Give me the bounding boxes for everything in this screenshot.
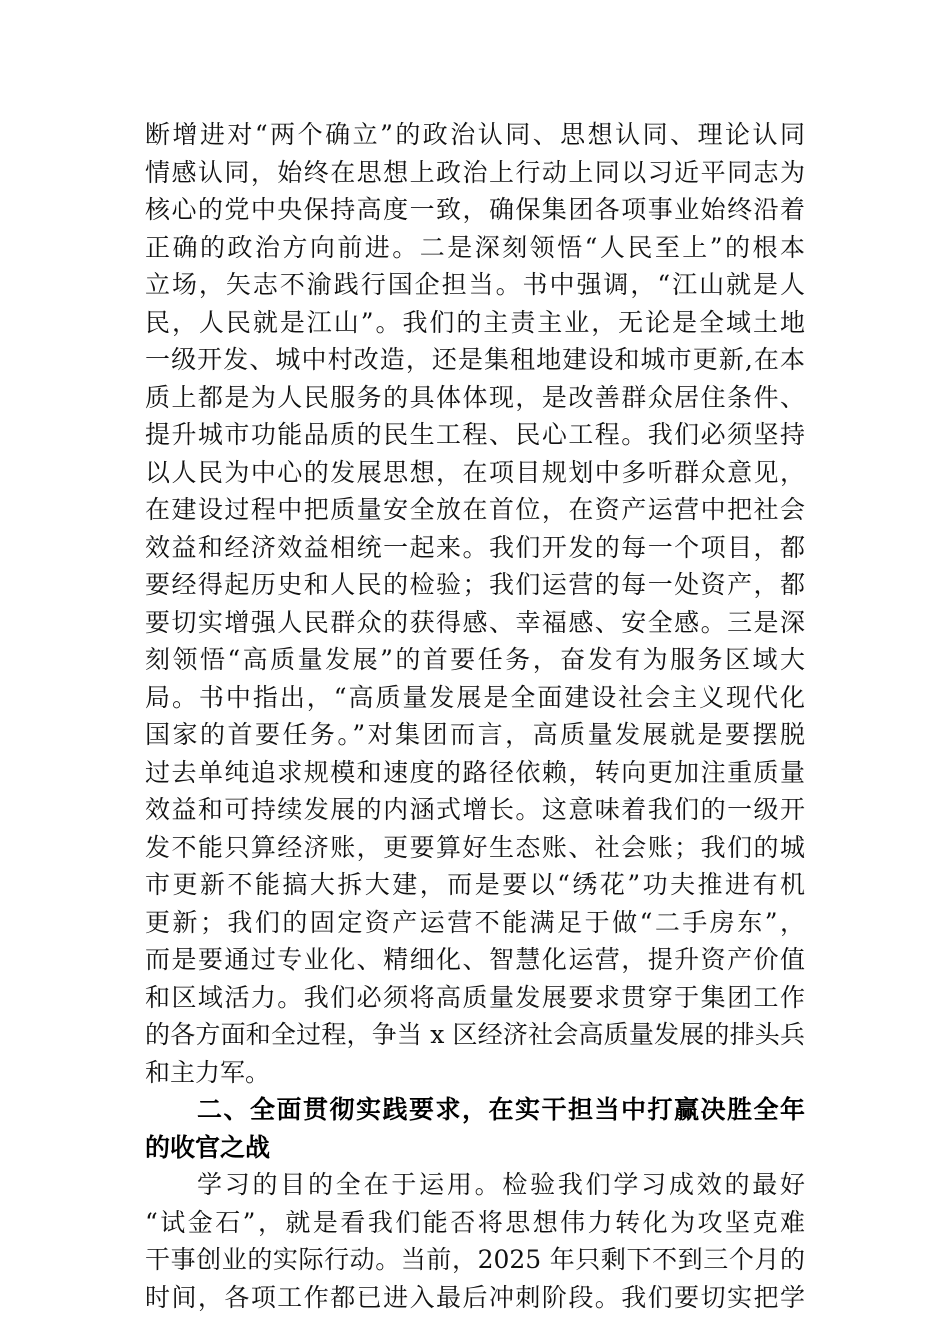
text-line: 质上都是为人民服务的具体体现，是改善群众居住条件、 xyxy=(145,382,805,412)
text-line: 时间，各项工作都已进入最后冲刺阶段。我们要切实把学 xyxy=(145,1282,805,1312)
text-line: 和区域活力。我们必须将高质量发展要求贯穿于集团工作 xyxy=(145,982,805,1012)
text-line: 要经得起历史和人民的检验；我们运营的每一处资产，都 xyxy=(145,570,805,599)
text-line: 要切实增强人民群众的获得感、幸福感、安全感。三是深 xyxy=(145,607,805,637)
text-line: 民，人民就是江山”。我们的主责主业，无论是全域土地 xyxy=(145,307,805,337)
text-line: 立场，矢志不渝践行国企担当。书中强调，“江山就是人 xyxy=(145,270,805,299)
text-line: 在建设过程中把质量安全放在首位，在资产运营中把社会 xyxy=(145,495,805,524)
text-line: 效益和经济效益相统一起来。我们开发的每一个项目，都 xyxy=(145,532,805,562)
text-line: 学习的目的全在于运用。检验我们学习成效的最好 xyxy=(197,1170,805,1199)
text-line: 提升城市功能品质的民生工程、民心工程。我们必须坚持 xyxy=(145,420,805,449)
text-line: 效益和可持续发展的内涵式增长。这意味着我们的一级开 xyxy=(145,795,805,824)
text-line: 的各方面和全过程，争当 x 区经济社会高质量发展的排头兵 xyxy=(145,1020,805,1049)
text-line: 而是要通过专业化、精细化、智慧化运营，提升资产价值 xyxy=(145,945,805,974)
text-line: 干事创业的实际行动。当前，2025 年只剩下不到三个月的 xyxy=(145,1245,805,1274)
document-page xyxy=(145,116,805,1316)
text-line: 正确的政治方向前进。二是深刻领悟“人民至上”的根本 xyxy=(145,232,805,262)
text-line: 过去单纯追求规模和速度的路径依赖，转向更加注重质量 xyxy=(145,757,805,787)
body-paragraph-2 xyxy=(145,1166,805,1316)
text-line: 以人民为中心的发展思想，在项目规划中多听群众意见， xyxy=(145,457,805,487)
text-line: 市更新不能搞大拆大建，而是要以“绣花”功夫推进有机 xyxy=(145,870,805,899)
text-line: 更新；我们的固定资产运营不能满足于做“二手房东”， xyxy=(145,907,805,937)
text-line: 国家的首要任务。”对集团而言，高质量发展就是要摆脱 xyxy=(145,720,805,749)
heading-line: 的收官之战 xyxy=(145,1132,271,1162)
text-line: 一级开发、城中村改造，还是集租地建设和城市更新,在本 xyxy=(145,345,805,374)
text-line: “试金石”，就是看我们能否将思想伟力转化为攻坚克难 xyxy=(145,1207,805,1237)
section-heading xyxy=(145,1091,805,1166)
text-line: 核心的党中央保持高度一致，确保集团各项事业始终沿着 xyxy=(145,195,805,224)
text-line: 断增进对“两个确立”的政治认同、思想认同、理论认同 xyxy=(145,120,805,149)
body-paragraph-1 xyxy=(145,116,805,1091)
text-line: 发不能只算经济账，更要算好生态账、社会账；我们的城 xyxy=(145,832,805,862)
text-line: 局。书中指出，“高质量发展是全面建设社会主义现代化 xyxy=(145,682,805,712)
text-line: 和主力军。 xyxy=(145,1057,271,1087)
text-line: 情感认同，始终在思想上政治上行动上同以习近平同志为 xyxy=(145,157,805,187)
heading-line: 二、全面贯彻实践要求，在实干担当中打赢决胜全年 xyxy=(197,1095,805,1124)
text-line: 刻领悟“高质量发展”的首要任务，奋发有为服务区域大 xyxy=(145,645,805,674)
